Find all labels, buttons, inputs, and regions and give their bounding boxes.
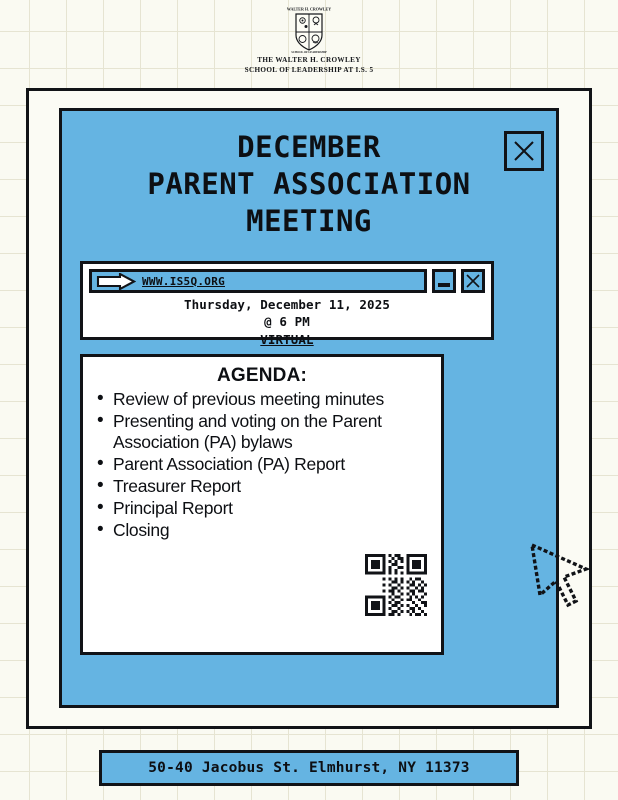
list-item: • Presenting and voting on the Parent Association (PA) bylaws [93,411,431,453]
title-line-month: DECEMBER [237,130,381,164]
minimize-icon [438,283,450,287]
title-line-org: PARENT ASSOCIATION [147,167,471,202]
school-name-line1: THE WALTER H. CROWLEY [257,56,361,64]
minimize-button[interactable] [432,269,456,293]
list-item: • Review of previous meeting minutes [93,389,431,410]
list-item: • Treasurer Report [93,476,431,497]
url-text: WWW.IS5Q.ORG [142,274,226,288]
event-time: @ 6 PM [264,314,310,330]
agenda-card [80,354,444,655]
masthead [0,0,618,88]
close-x-icon [507,134,541,168]
list-item: • Parent Association (PA) Report [93,454,431,475]
mouse-cursor-icon [524,539,598,611]
browser-toolbar [89,269,485,293]
list-item: • Closing [93,520,431,541]
school-name-line2: SCHOOL OF LEADERSHIP AT I.S. 5 [244,65,374,74]
list-item: • Principal Report [93,498,431,519]
title-line-event: MEETING [246,204,372,239]
qr-code-icon[interactable] [365,554,427,616]
page-title [62,129,556,240]
school-crest-shield-icon [284,4,334,54]
svg-text:WALTER H. CROWLEY: WALTER H. CROWLEY [286,6,332,12]
address-text: 50-40 Jacobus St. Elmhurst, NY 11373 [148,760,470,776]
address-bar [99,750,519,786]
header-close-button[interactable] [504,131,544,171]
agenda-list [93,389,431,541]
flyer-blue-panel [59,108,559,708]
agenda-title: AGENDA: [216,365,308,386]
flyer-outer-frame [26,88,592,729]
event-date: Thursday, December 11, 2025 [184,297,390,312]
url-input[interactable] [89,269,427,293]
right-arrow-icon [96,273,136,290]
event-mode: VIRTUAL [260,331,314,347]
event-details [83,296,491,348]
school-name [245,56,374,75]
browser-close-button[interactable] [461,269,485,293]
close-x-icon [464,272,482,290]
browser-window-card [80,261,494,347]
svg-text:SCHOOL OF LEADERSHIP: SCHOOL OF LEADERSHIP [291,50,327,54]
